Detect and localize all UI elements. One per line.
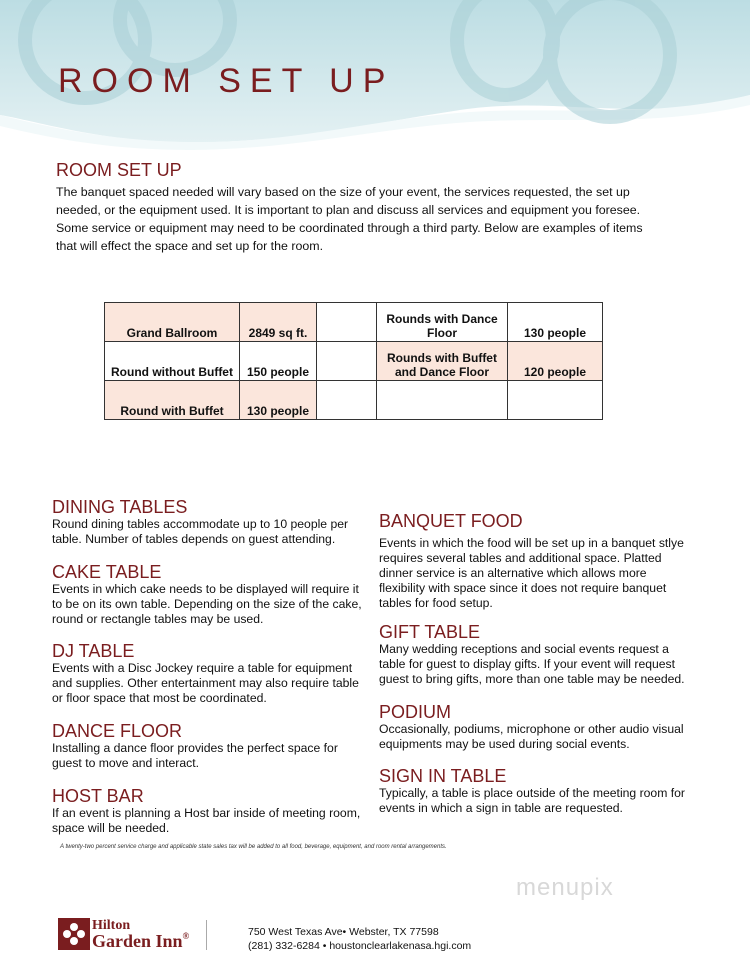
logo-text-name: Garden Inn [92, 931, 183, 951]
section-body: Events in which cake needs to be displayed will require it to be on its own table. Depending on the size of the cake, round or rectangle tables may be used. [52, 582, 362, 626]
section-heading: HOST BAR [52, 786, 144, 806]
menupix-watermark: menupix [516, 874, 614, 901]
table-cell: 120 people [508, 342, 603, 381]
section-body: Typically, a table is place outside of the meeting room for events in which a sign in table are requested. [379, 786, 685, 815]
intro-paragraph: The banquet spaced needed will vary based on the size of your event, the services requested, the set up needed, or the equipment used. It is important to plan and discuss all services and equipment you foresee. Some service or equipment may need to be coordinated through a third party. Below are examples of items that will effect the space and set up for the room. [56, 185, 643, 253]
table-cell: 130 people [508, 303, 603, 342]
footer-divider [206, 920, 207, 950]
table-cell [317, 342, 377, 381]
contact-line: (281) 332-6284 • houstonclearlakenasa.hgi.com [248, 940, 472, 952]
section-body: Round dining tables accommodate up to 10 people per table. Number of tables depends on guest attending. [52, 517, 349, 546]
address-line: 750 West Texas Ave• Webster, TX 77598 [248, 926, 439, 938]
section-sign-in-table [379, 766, 691, 816]
section-host-bar [52, 786, 362, 836]
logo-text-hilton: Hilton [92, 918, 131, 933]
section-heading: CAKE TABLE [52, 562, 162, 582]
hilton-garden-inn-logo-icon [58, 918, 90, 950]
table-cell: Round with Buffet [105, 381, 240, 420]
intro-heading: ROOM SET UP [56, 160, 182, 180]
section-heading: DINING TABLES [52, 497, 188, 517]
table-cell [317, 381, 377, 420]
table-row [105, 381, 603, 420]
section-heading: GIFT TABLE [379, 622, 481, 642]
section-heading: DANCE FLOOR [52, 721, 183, 741]
section-heading: DJ TABLE [52, 641, 135, 661]
section-body: Events with a Disc Jockey require a table for equipment and supplies. Other entertainment may also require table or floor space that most be coordinated. [52, 661, 359, 705]
table-cell: 150 people [240, 342, 317, 381]
section-dining-tables [52, 497, 362, 547]
table-cell: Grand Ballroom [105, 303, 240, 342]
section-body: Many wedding receptions and social events request a table for guest to display gifts. If your event will request guest to bring gifts, more than one table may be needed. [379, 642, 685, 686]
section-dj-table [52, 641, 362, 706]
table-cell [508, 381, 603, 420]
table-cell [377, 381, 508, 420]
capacity-table [104, 302, 603, 420]
section-heading: SIGN IN TABLE [379, 766, 507, 786]
table-cell: Rounds with Dance Floor [377, 303, 508, 342]
section-podium [379, 702, 691, 752]
section-body: Events in which the food will be set up in a banquet stlye requires several tables and additional space. Platted dinner service is an alternative which allows more flexibility with space since it does not require banquet tables for food setup. [379, 536, 684, 610]
section-heading: BANQUET FOOD [379, 511, 523, 531]
section-banquet-food [379, 511, 691, 611]
section-heading: PODIUM [379, 702, 451, 722]
registered-mark: ® [182, 931, 190, 941]
section-body: Installing a dance floor provides the perfect space for guest to move and interact. [52, 741, 338, 770]
table-cell: 130 people [240, 381, 317, 420]
table-cell: 2849 sq ft. [240, 303, 317, 342]
section-dance-floor [52, 721, 362, 771]
section-body: Occasionally, podiums, microphone or other audio visual equipments may be used during social events. [379, 722, 684, 751]
table-row [105, 303, 603, 342]
section-gift-table [379, 622, 691, 687]
page-title: ROOM SET UP [58, 62, 395, 100]
table-cell: Round without Buffet [105, 342, 240, 381]
table-cell [317, 303, 377, 342]
section-cake-table [52, 562, 362, 627]
logo-text-garden-inn [92, 931, 189, 952]
table-row [105, 342, 603, 381]
table-cell: Rounds with Buffet and Dance Floor [377, 342, 508, 381]
service-charge-footnote: A twenty-two percent service charge and applicable state sales tax will be added to all food, beverage, equipment, and room rental arrangements. [60, 844, 447, 850]
section-body: If an event is planning a Host bar inside of meeting room, space will be needed. [52, 806, 361, 835]
